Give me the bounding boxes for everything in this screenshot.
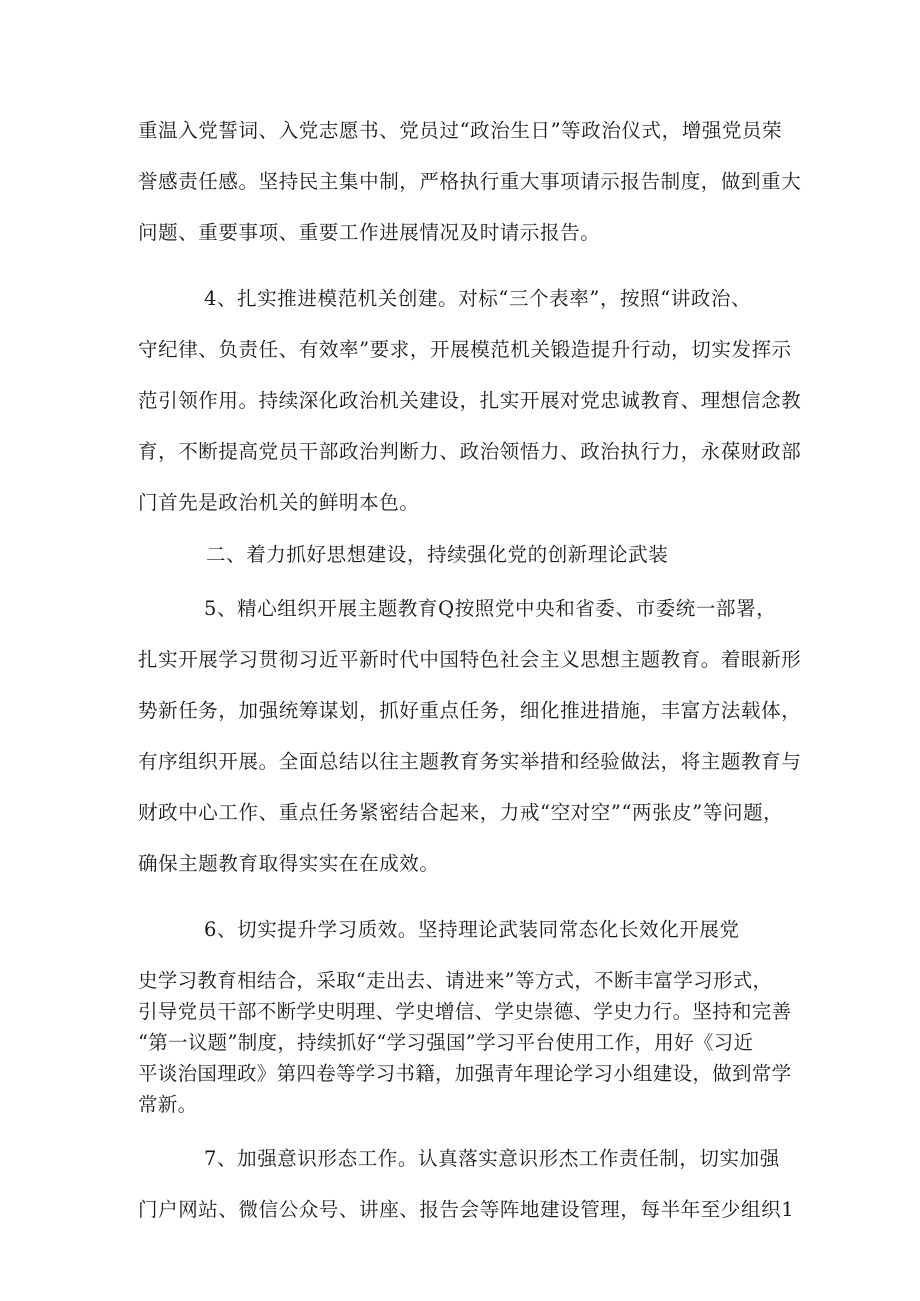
paragraph-4-start: 4、扎实推进模范机关创建。对标“三个表率”，按照“讲政治、 [204,287,752,310]
text-line: 守纪律、负责任、有效率”要求，开展模范机关锻造提升行动，切实发挥示 [138,338,792,361]
text-line: 誉感责任感。坚持民主集中制，严格执行重大事项请示报告制度，做到重大 [138,170,802,193]
text-line: 范引领作用。持续深化政治机关建设，扎实开展对党忠诚教育、理想信念教 [138,389,802,412]
text-line: 重温入党誓词、入党志愿书、党员过“政治生日”等政治仪式，增强党员荣 [138,119,783,142]
text-line: 史学习教育相结合，采取“走出去、请进来”等方式，不断丰富学习形式， [138,969,773,992]
text-line: 平谈治国理政》第四卷等学习书籍，加强青年理论学习小组建设，做到常学 [138,1062,792,1085]
text-line: 有序组织开展。全面总结以往主题教育务实举措和经验做法，将主题教育与 [138,750,802,773]
text-line: 扎实开展学习贯彻习近平新时代中国特色社会主义思想主题教育。着眼新形 [138,648,802,671]
text-line: 常新。 [138,1093,198,1116]
text-line: 育，不断提高党员干部政治判断力、政治领悟力、政治执行力，永葆财政部 [138,440,802,463]
text-line: 财政中心工作、重点任务紧密结合起来，力戒“空对空”“两张皮”等问题， [138,801,784,824]
paragraph-7-start: 7、加强意识形态工作。认真落实意识形杰工作责任制，切实加强 [204,1147,780,1170]
text-line: 势新任务，加强统筹谋划，抓好重点任务，细化推进措施，丰富方法载体， [138,699,802,722]
paragraph-6-start: 6、切实提升学习质效。坚持理论武装同常态化长效化开展党 [204,918,740,941]
section-heading: 二、着力抓好思想建设，持续强化党的创新理论武装 [206,543,669,566]
text-line: “第一议题”制度，持续抓好“学习强国”学习平台使用工作，用好《习近 [138,1031,754,1054]
text-line: 引导党员干部不断学史明理、学史增信、学史崇德、学史力行。坚持和完善 [138,1000,792,1023]
text-line: 门户网站、微信公众号、讲座、报告会等阵地建设管理，每半年至少组织1 [138,1198,795,1221]
paragraph-5-start: 5、精心组织开展主题教育Q按照党中央和省委、市委统一部署， [204,597,777,620]
text-line: 门首先是政治机关的鲜明本色。 [138,491,420,514]
text-line: 问题、重要事项、重要工作进展情况及时请示报告。 [138,221,601,244]
text-line: 确保主题教育取得实实在在成效。 [138,852,440,875]
